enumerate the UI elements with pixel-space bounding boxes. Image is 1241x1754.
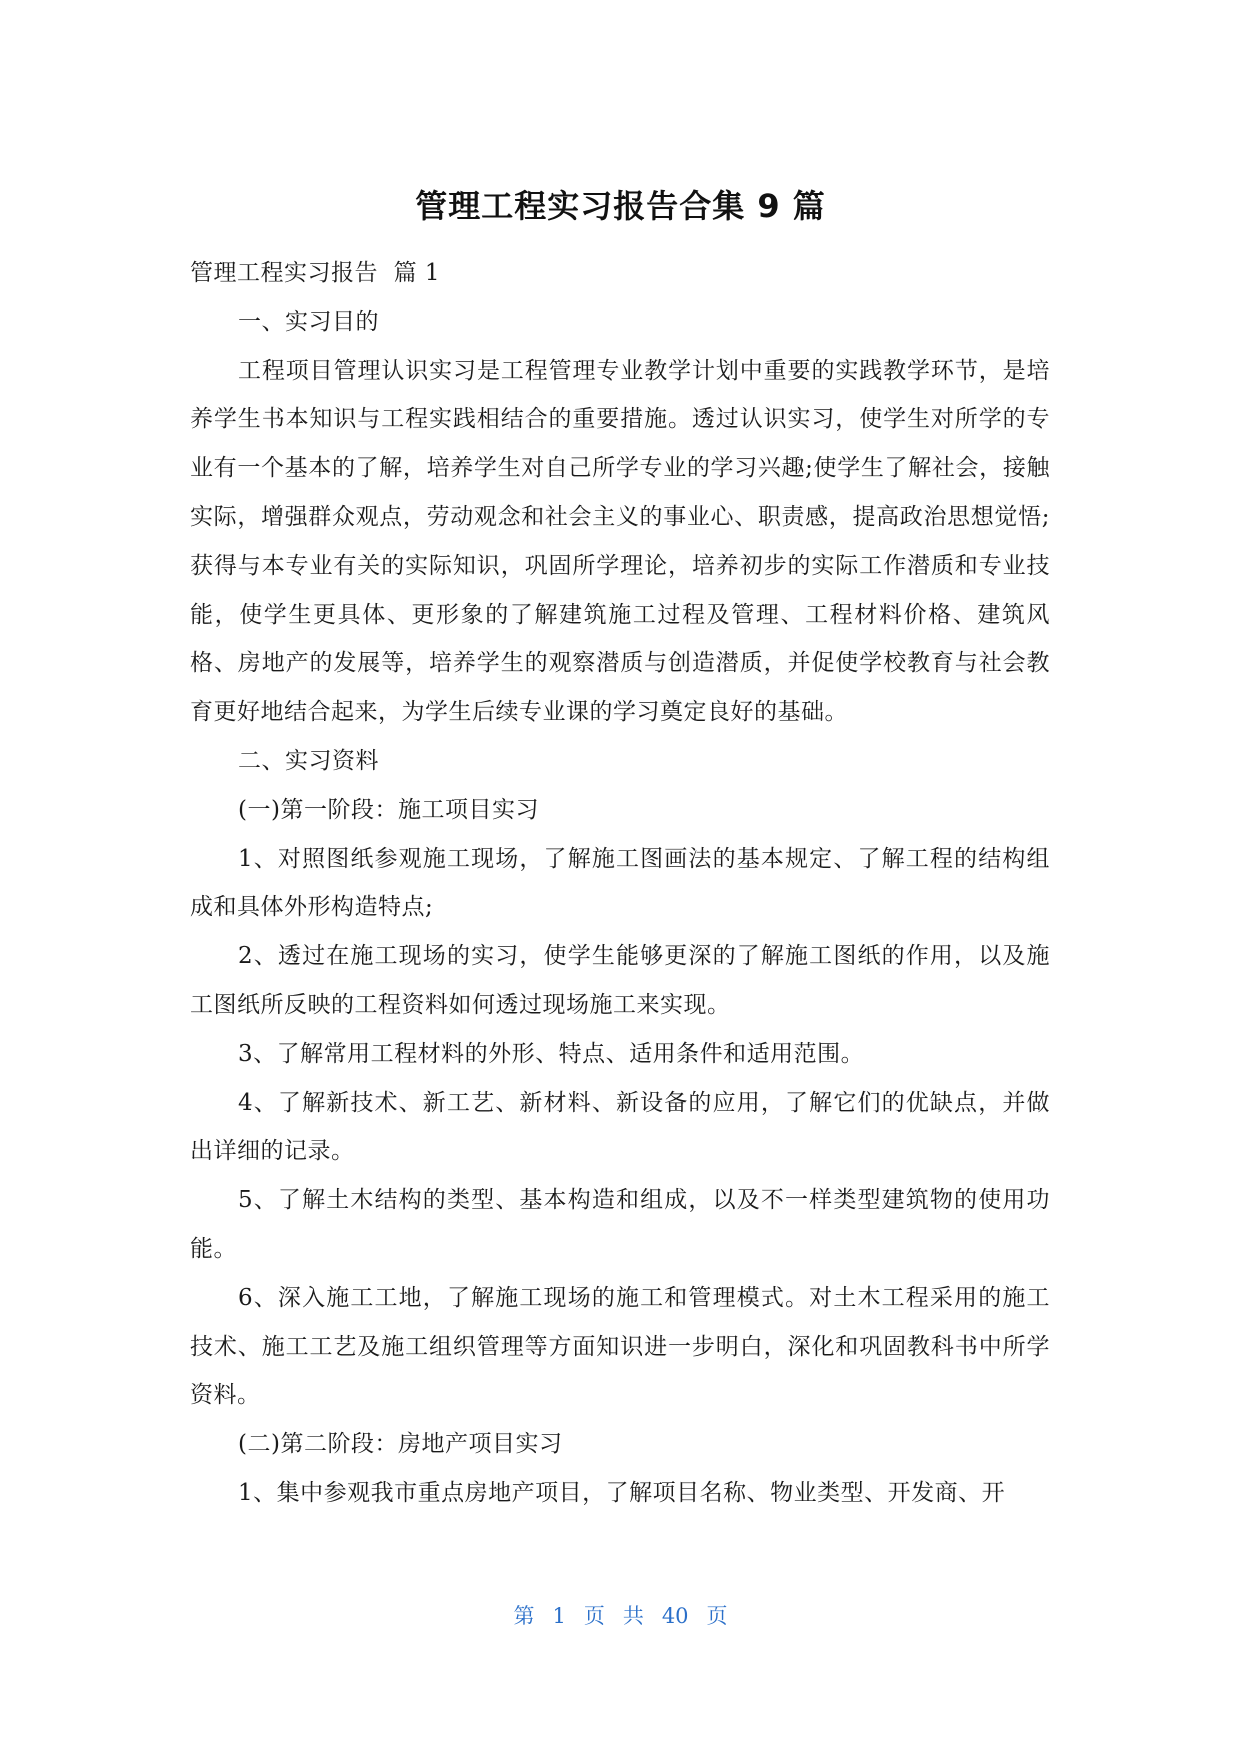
- paragraph-item-3: 3、了解常用工程材料的外形、特点、适用条件和适用范围。: [238, 1040, 865, 1067]
- paragraph-item-2: 2、透过在施工现场的实习，使学生能够更深的了解施工图纸的作用，以及施工图纸所反映的工程资料如何透过现场施工来实现。: [190, 943, 1050, 1018]
- footer-total-unit: 页: [706, 1604, 728, 1628]
- footer-total-pages: 40: [661, 1604, 689, 1628]
- document-title: 管理工程实习报告合集 9 篇: [415, 187, 826, 225]
- paragraph-stage-two: (二)第二阶段：房地产项目实习: [238, 1431, 563, 1458]
- document-body: [190, 249, 1050, 1518]
- footer-current-page: 1: [552, 1604, 566, 1628]
- paragraph-item-5: 5、了解土木结构的类型、基本构造和组成，以及不一样类型建筑物的使用功能。: [190, 1187, 1050, 1262]
- section-heading: 管理工程实习报告 篇 1: [190, 260, 441, 286]
- paragraph-item-6: 6、深入施工工地，了解施工现场的施工和管理模式。对土木工程采用的施工技术、施工工艺及施工组织管理等方面知识进一步明白，深化和巩固教科书中所学资料。: [190, 1284, 1050, 1409]
- paragraph-item-1: 1、对照图纸参观施工现场，了解施工图画法的基本规定、了解工程的结构组成和具体外形构造特点;: [190, 845, 1050, 921]
- footer-page-word: 第: [513, 1604, 535, 1628]
- paragraph-heading-purpose: 一、实习目的: [238, 308, 379, 335]
- paragraph-purpose-body: 工程项目管理认识实习是工程管理专业教学计划中重要的实践教学环节，是培养学生书本知识与工程实践相结合的重要措施。透过认识实习，使学生对所学的专业有一个基本的了解，培养学生对自己所学专业的学习兴趣;使学生了解社会，接触实际，增强群众观点，劳动观念和社会主义的事业心、职责感，提高政治思想觉悟;获得与本专业有关的实际知识，巩固所学理论，培养初步的实际工作潜质和专业技能，使学生更具体、更形象的了解建筑施工过程及管理、工程材料价格、建筑风格、房地产的发展等，培养学生的观察潜质与创造潜质，并促使学校教育与社会教育更好地结合起来，为学生后续专业课的学习奠定良好的基础。: [190, 357, 1050, 726]
- footer-page-unit: 页: [583, 1604, 605, 1628]
- paragraph-stage-two-item-1: 1、集中参观我市重点房地产项目，了解项目名称、物业类型、开发商、开: [238, 1479, 1006, 1506]
- paragraph-stage-one: (一)第一阶段：施工项目实习: [238, 796, 539, 823]
- footer-total-word: 共: [622, 1604, 644, 1628]
- paragraph-heading-materials: 二、实习资料: [238, 747, 379, 774]
- page-footer: [0, 1602, 1241, 1630]
- paragraph-item-4: 4、了解新技术、新工艺、新材料、新设备的应用，了解它们的优缺点，并做出详细的记录。: [190, 1089, 1050, 1165]
